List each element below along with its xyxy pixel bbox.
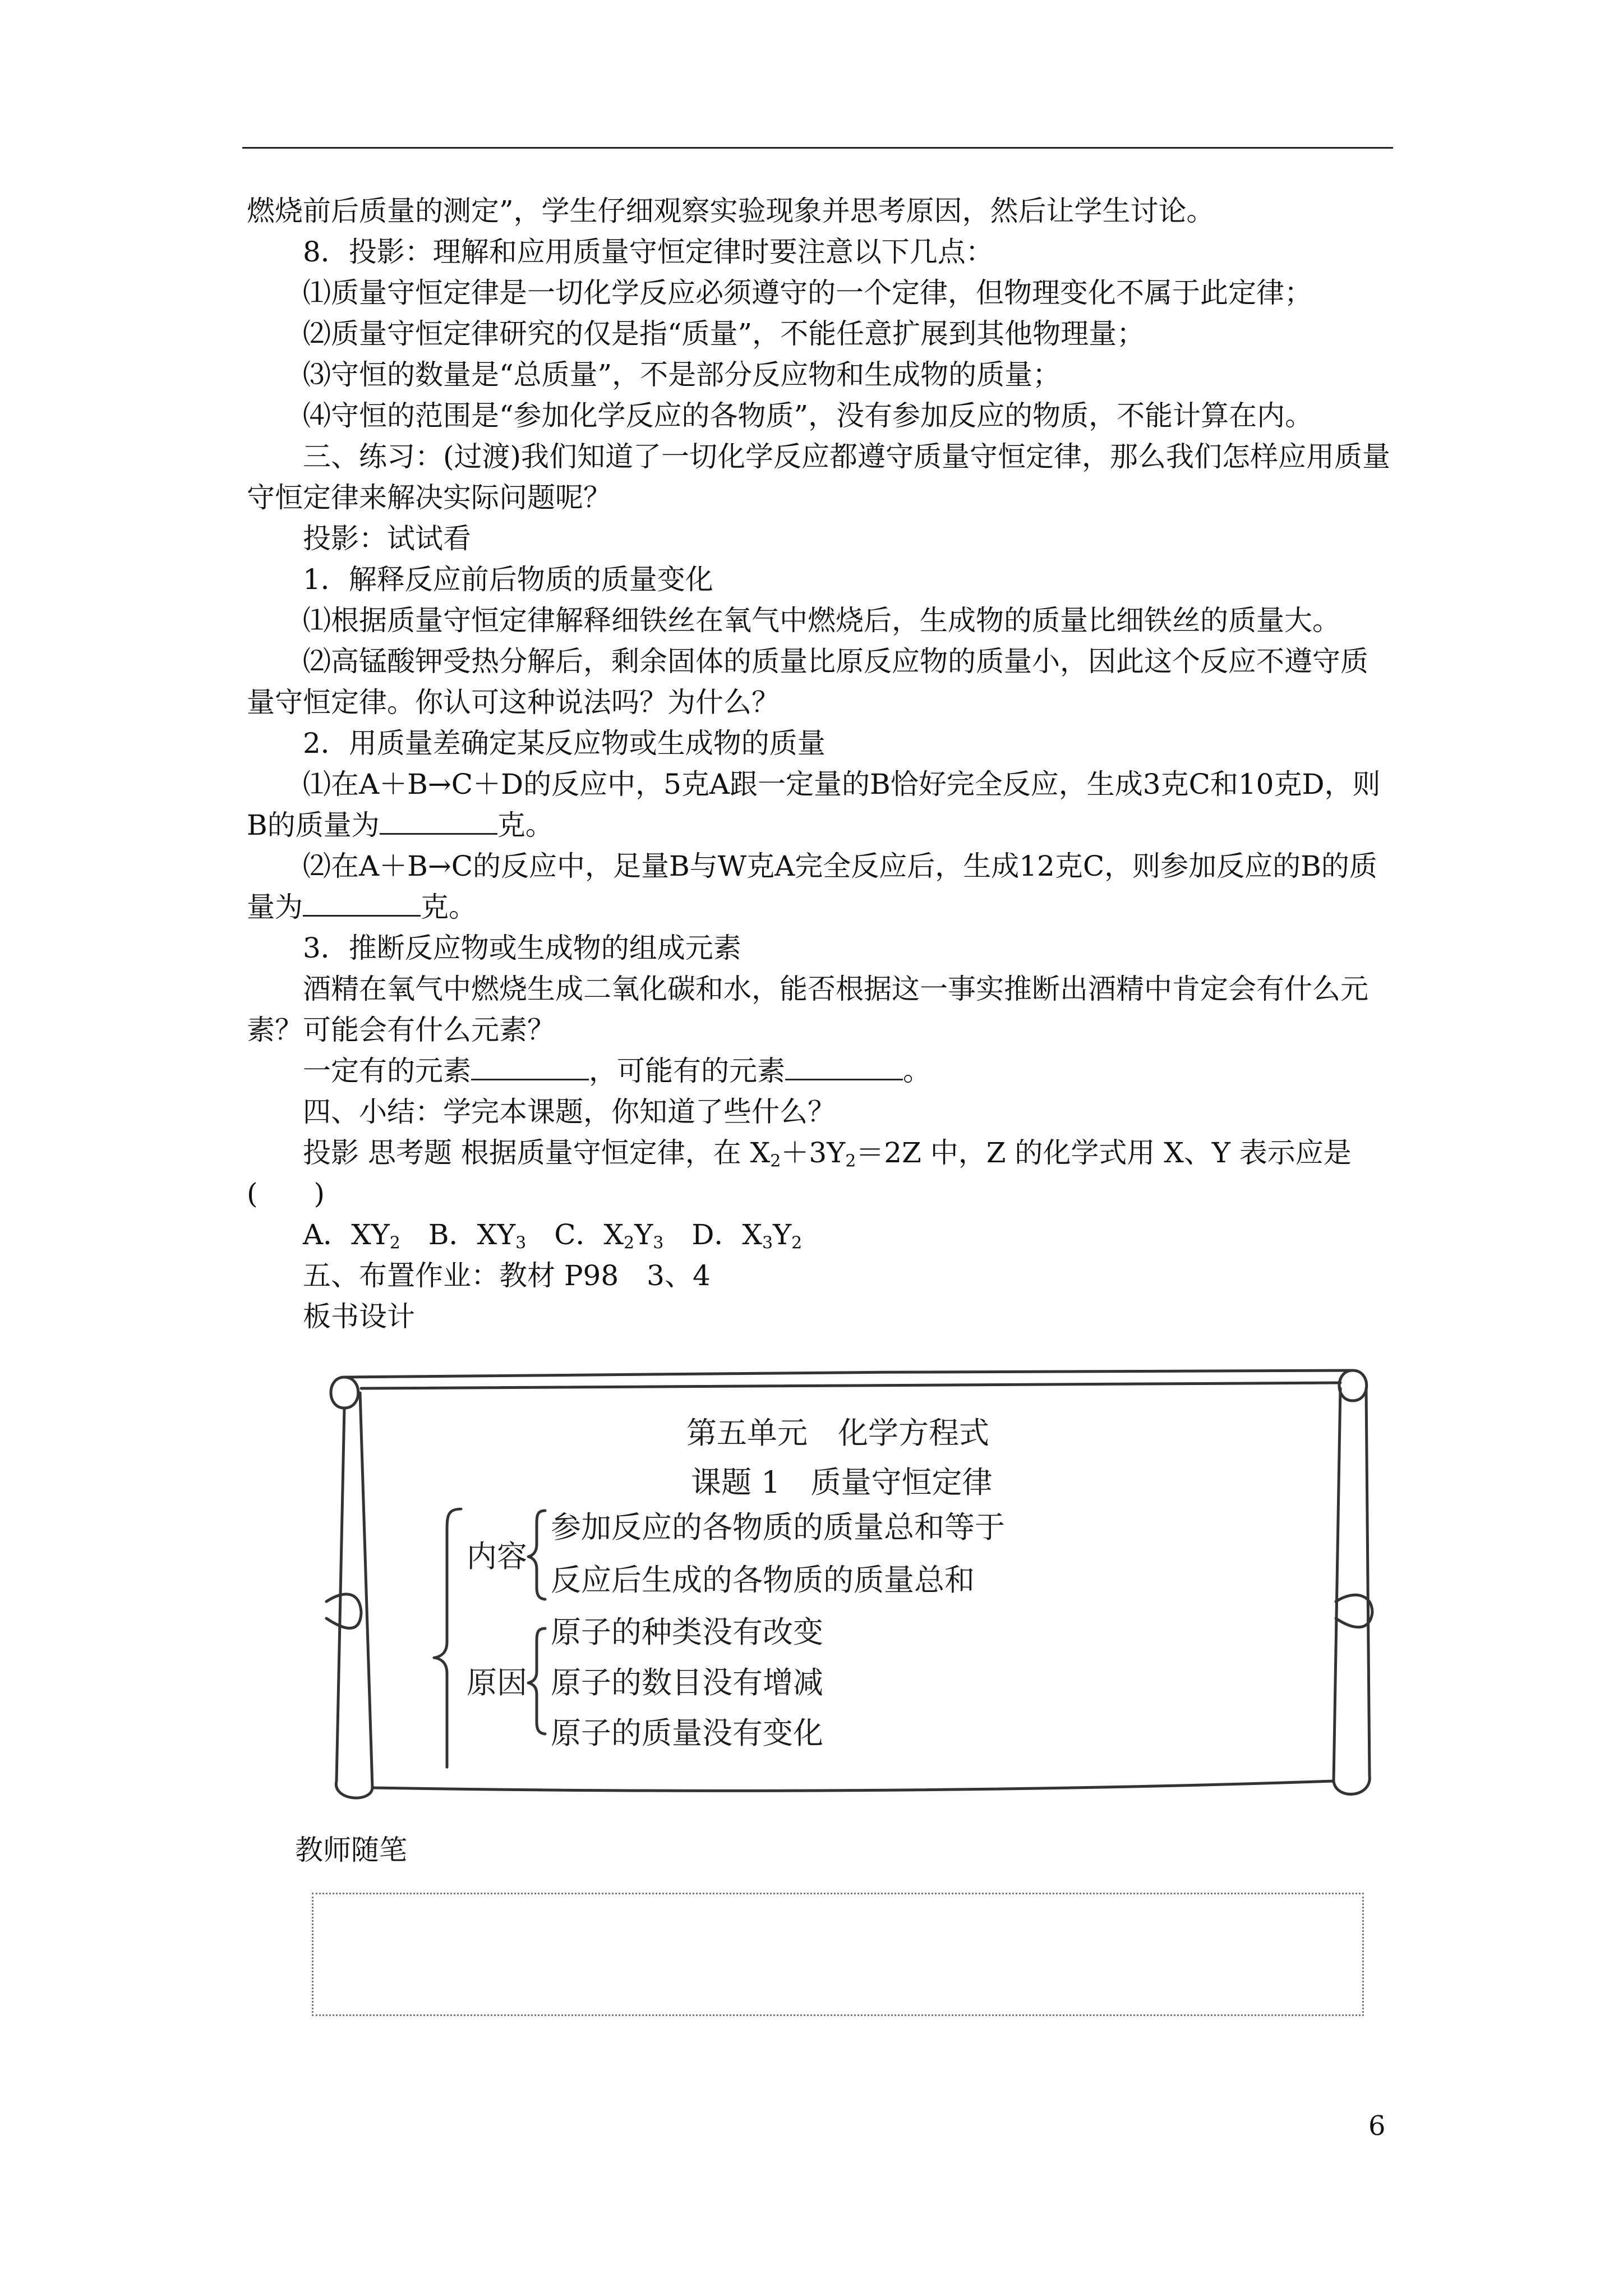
text: 一定有的元素	[303, 1055, 471, 1087]
reason-line-3: 原子的质量没有变化	[551, 1715, 823, 1751]
paragraph	[247, 846, 1391, 928]
paragraph: 2．用质量差确定某反应物或生成物的质量	[303, 727, 826, 760]
paragraph: ⑴根据质量守恒定律解释细铁丝在氧气中燃烧后，生成物的质量比细铁丝的质量大。	[303, 604, 1340, 637]
subscript: 3	[653, 1233, 664, 1253]
answer-blank	[380, 805, 497, 835]
paragraph: ⑷守恒的范围是“参加化学反应的各物质”，没有参加反应的物质，不能计算在内。	[303, 399, 1313, 432]
blackboard-scroll	[310, 1366, 1386, 1801]
reason-label: 原因	[467, 1665, 527, 1700]
choice-options	[247, 1214, 1391, 1255]
notes-box	[312, 1893, 1364, 2016]
text: 克。	[421, 891, 477, 923]
reason-line-2: 原子的数目没有增减	[551, 1665, 823, 1700]
paragraph: 四、小结：学完本课题，你知道了些什么？	[303, 1096, 836, 1128]
content-label: 内容	[467, 1539, 527, 1574]
header-rule	[242, 147, 1393, 149]
notes-label: 教师随笔	[295, 1834, 407, 1866]
text: 。	[903, 1055, 931, 1087]
document-body	[247, 191, 1391, 1337]
text: ，可能有的元素	[589, 1055, 785, 1087]
subscript: 2	[389, 1233, 400, 1253]
subscript: 3	[762, 1233, 773, 1253]
text: Y	[634, 1218, 653, 1251]
answer-blank	[785, 1051, 903, 1080]
subscript: 2	[770, 1151, 781, 1171]
board-subtitle: 课题 1 质量守恒定律	[691, 1465, 993, 1500]
text: ＝2Z 中，Z 的化学式用 X、Y 表示应是( )	[247, 1137, 1352, 1210]
text: 克。	[497, 809, 554, 841]
text: ⑵在A＋B→C的反应中，足量B与W克A完全反应后，生成12克C，则参加反应的B的质量为	[247, 850, 1377, 923]
answer-blank	[303, 887, 421, 917]
paragraph	[247, 764, 1391, 846]
reason-line-1: 原子的种类没有改变	[551, 1614, 823, 1650]
subscript: 3	[515, 1233, 527, 1253]
paragraph: 酒精在氧气中燃烧生成二氧化碳和水，能否根据这一事实推断出酒精中肯定会有什么元素？可能会有什么元素？	[247, 973, 1368, 1046]
content-line-2: 反应后生成的各物质的质量总和	[551, 1562, 975, 1598]
subscript: 2	[624, 1233, 635, 1253]
paragraph: 三、练习：(过渡)我们知道了一切化学反应都遵守质量守恒定律，那么我们怎样应用质量守恒定律来解决实际问题呢？	[247, 440, 1391, 514]
page-number: 6	[1368, 2110, 1386, 2142]
paragraph	[247, 1133, 1391, 1214]
paragraph: ⑵质量守恒定律研究的仅是指“质量”，不能任意扩展到其他物理量；	[303, 318, 1145, 350]
paragraph: 燃烧前后质量的测定”，学生仔细观察实验现象并思考原因，然后让学生讨论。	[247, 195, 1215, 227]
paragraph: 3．推断反应物或生成物的组成元素	[303, 932, 741, 964]
text: ⑴在A＋B→C＋D的反应中，5克A跟一定量的B恰好完全反应，生成3克C和10克D，则B的质量为	[247, 768, 1381, 841]
option-c: C．X	[526, 1218, 624, 1251]
text: ＋3Y	[781, 1137, 846, 1169]
paragraph: ⑶守恒的数量是“总质量”，不是部分反应物和生成物的质量；	[303, 358, 1061, 391]
content-line-1: 参加反应的各物质的质量总和等于	[551, 1510, 1005, 1545]
paragraph: 板书设计	[303, 1300, 415, 1333]
paragraph: 投影：试试看	[303, 522, 471, 555]
paragraph: 五、布置作业：教材 P98 3、4	[303, 1259, 711, 1292]
option-a: A．XY	[303, 1218, 390, 1251]
answer-blank	[471, 1051, 589, 1080]
option-b: B．XY	[400, 1218, 516, 1251]
paragraph: ⑵高锰酸钾受热分解后，剩余固体的质量比原反应物的质量小，因此这个反应不遵守质量守恒定律。你认可这种说法吗？为什么？	[247, 645, 1368, 719]
text: Y	[773, 1218, 792, 1251]
paragraph: ⑴质量守恒定律是一切化学反应必须遵守的一个定律，但物理变化不属于此定律；	[303, 277, 1312, 309]
paragraph: 8．投影：理解和应用质量守恒定律时要注意以下几点：	[303, 236, 994, 268]
paragraph	[247, 1051, 1391, 1092]
subscript: 2	[845, 1151, 856, 1171]
subscript: 2	[791, 1233, 803, 1253]
board-title: 第五单元 化学方程式	[686, 1415, 989, 1451]
paragraph: 1．解释反应前后物质的质量变化	[303, 563, 713, 596]
option-d: D．X	[663, 1218, 763, 1251]
text: 投影 思考题 根据质量守恒定律，在 X	[303, 1137, 771, 1169]
